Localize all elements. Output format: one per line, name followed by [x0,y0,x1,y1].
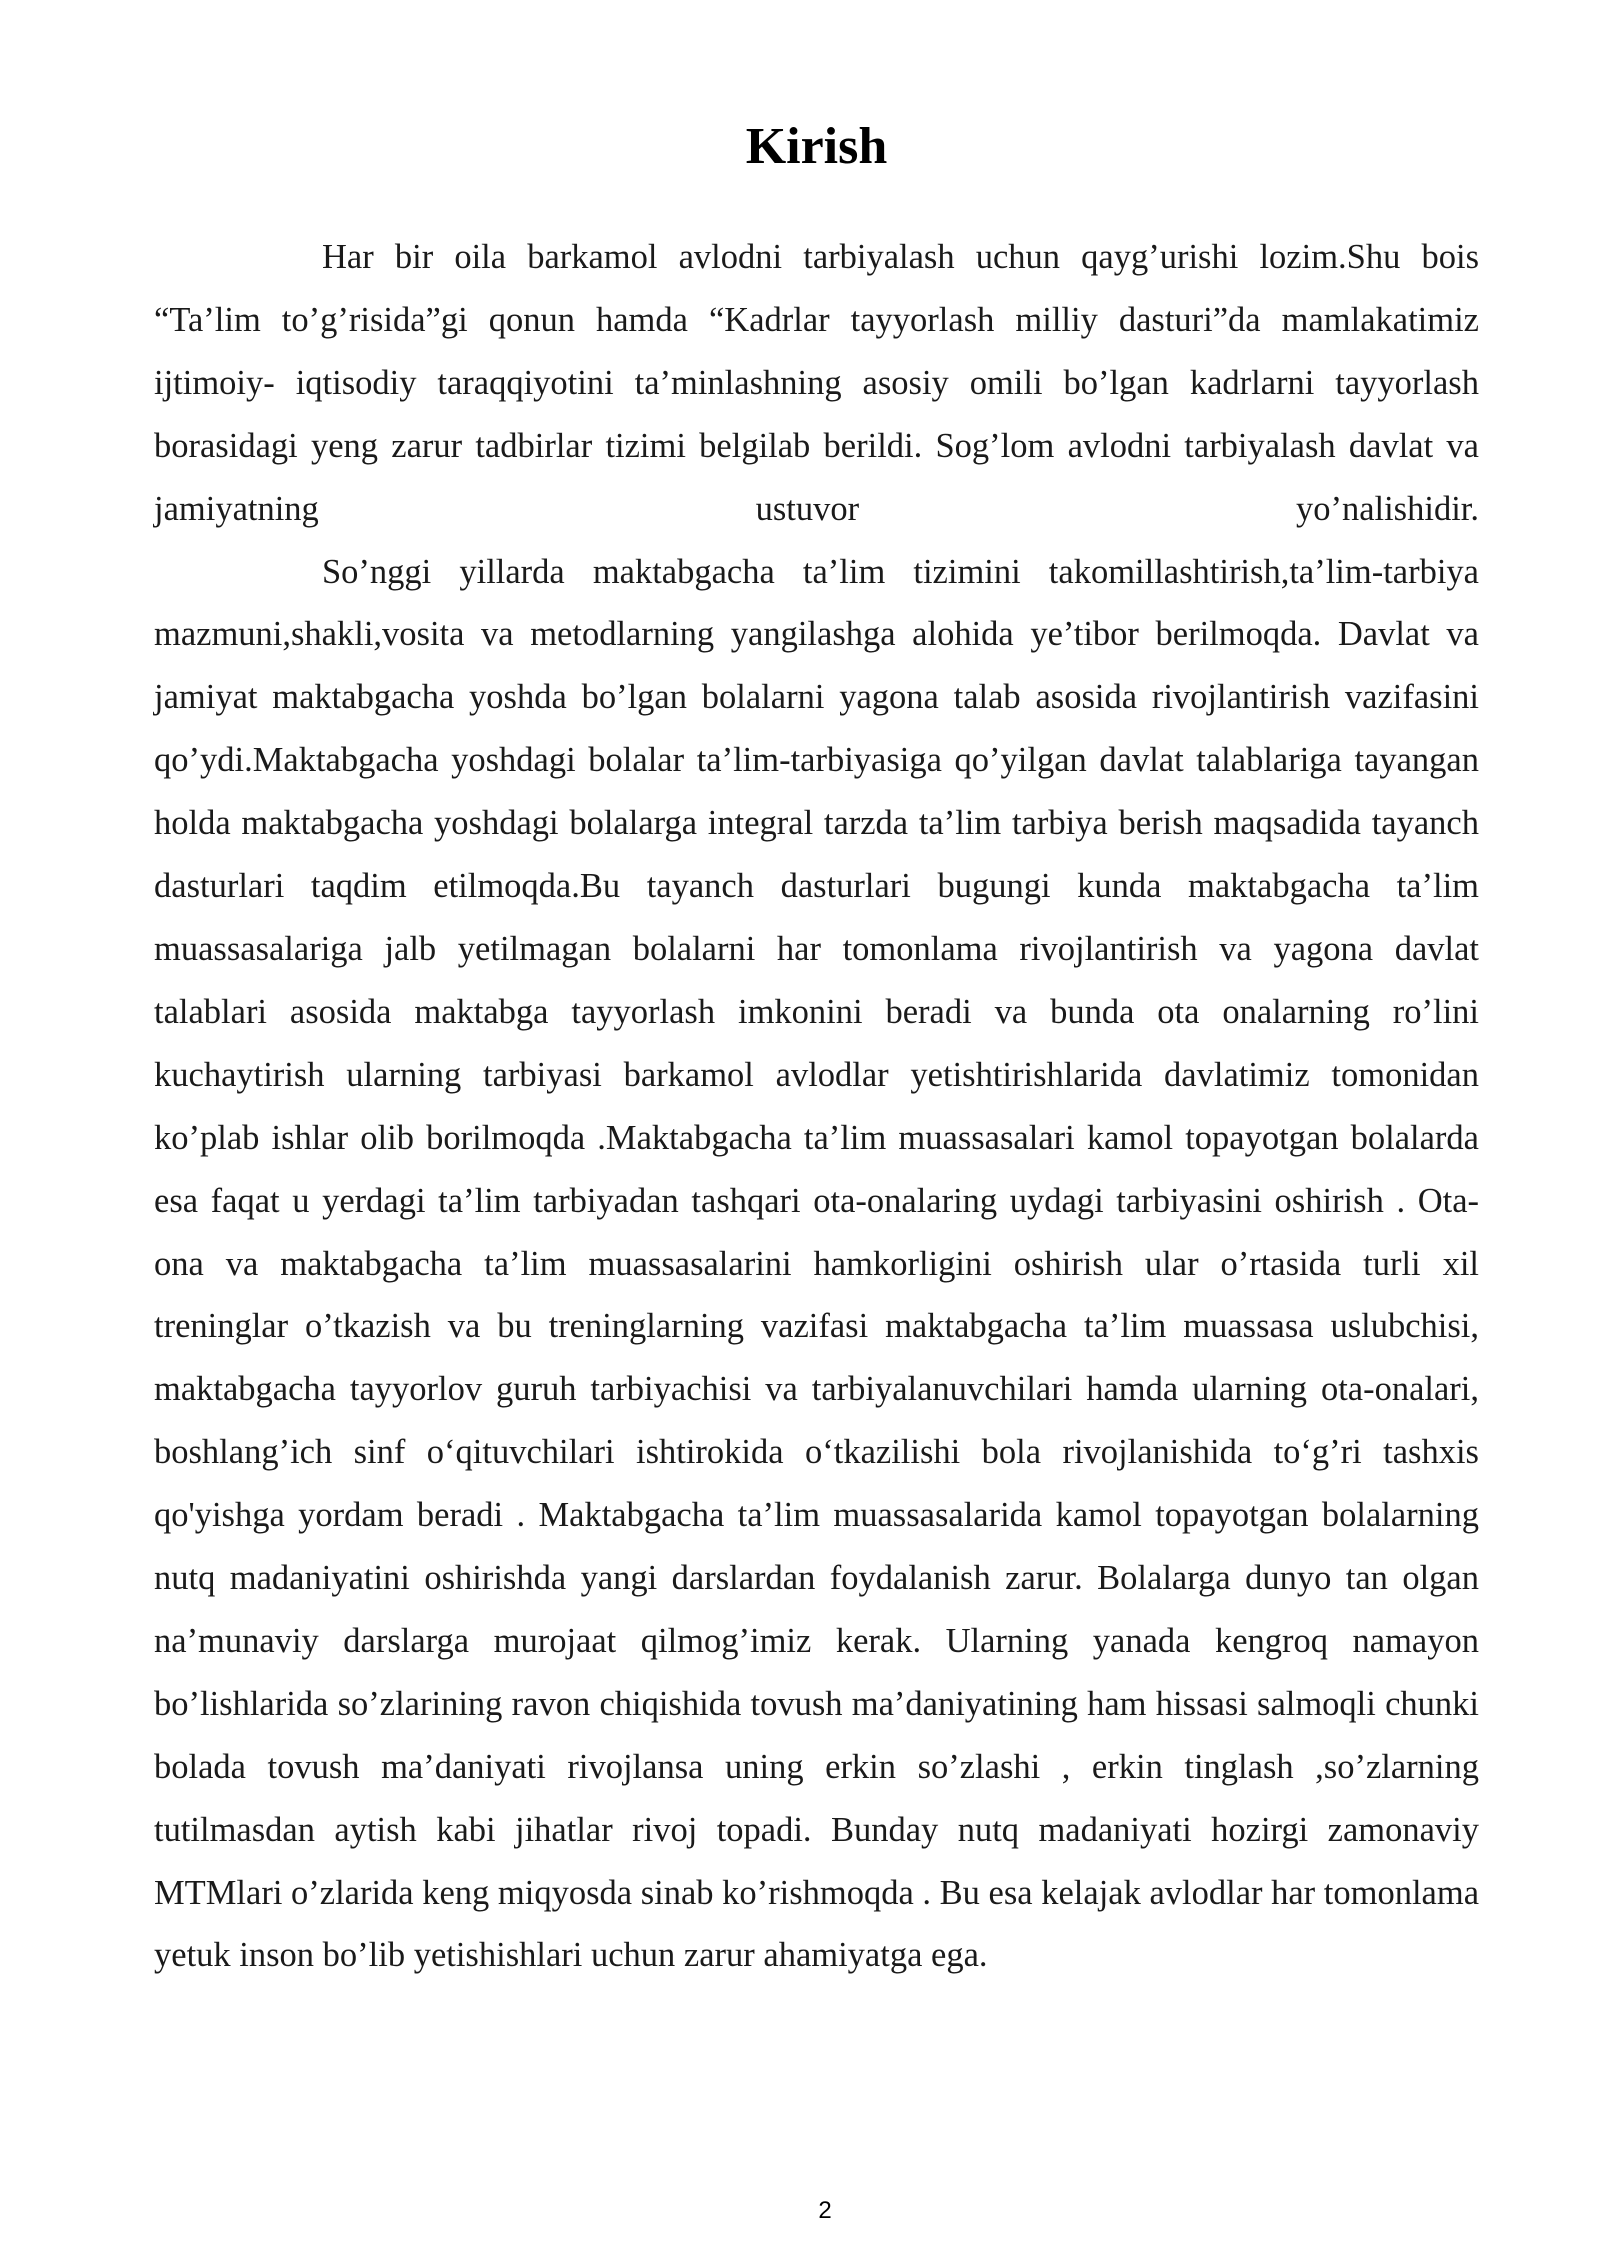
paragraph-2: So’nggi yillarda maktabgacha ta’lim tizimini takomillashtirish,ta’lim-tarbiya mazmuni,shakli,vosita va metodlarning yangilashga alohida ye’tibor berilmoqda. Davlat va jamiyat maktabgacha yoshda bo’lgan bolalarni yagona talab asosida rivojlantirish vazifasini qo’ydi.Maktabgacha yoshdagi bolalar ta’lim-tarbiyasiga qo’yilgan davlat talablariga tayangan holda maktabgacha yoshdagi bolalarga integral tarzda ta’lim tarbiya berish maqsadida tayanch dasturlari taqdim etilmoqda.Bu tayanch dasturlari bugungi kunda maktabgacha ta’lim muassasalariga jalb yetilmagan bolalarni har tomonlama rivojlantirish va yagona davlat talablari asosida maktabga tayyorlash imkonini beradi va bunda ota onalarning ro’lini kuchaytirish ularning tarbiyasi barkamol avlodlar yetishtirishlarida davlatimiz tomonidan ko’plab ishlar olib borilmoqda .Maktabgacha ta’lim muassasalari kamol topayotgan bolalarda esa faqat u yerdagi ta’lim tarbiyadan tashqari ota-onalaring uydagi tarbiyasini oshirish . Ota-ona va maktabgacha ta’lim muassasalarini hamkorligini oshirish ular o’rtasida turli xil treninglar o’tkazish va bu treninglarning vazifasi maktabgacha ta’lim muassasa uslubchisi, maktabgacha tayyorlov guruh tarbiyachisi va tarbiyalanuvchilari hamda ularning ota-onalari, boshlang’ich sinf o‘qituvchilari ishtirokida o‘tkazilishi bola rivojlanishida to‘g’ri tashxis qo'yishga yordam beradi . Maktabgacha ta’lim muassasalarida kamol topayotgan bolalarning nutq madaniyatini oshirishda yangi darslardan foydalanish zarur. Bolalarga dunyo tan olgan na’munaviy darslarga murojaat qilmog’imiz kerak. Ularning yanada kengroq namayon bo’lishlarida so’zlarining ravon chiqishida tovush ma’daniyatining ham hissasi salmoqli chunki bolada tovush ma’daniyati rivojlansa uning erkin so’zlashi , erkin tinglash ,so’zlarning tutilmasdan aytish kabi jihatlar rivoj topadi. Bunday nutq madaniyati hozirgi zamonaviy MTMlari o’zlarida keng miqyosda sinab ko’rishmoqda . Bu esa kelajak avlodlar har tomonlama yetuk inson bo’lib yetishishlari uchun zarur ahamiyatga ega. [154,552,1480,1975]
page-number: 2 [818,2197,832,2224]
paragraph-1: Har bir oila barkamol avlodni tarbiyalash uchun qayg’urishi lozim.Shu bois “Ta’lim to’g’risida”gi qonun hamda “Kadrlar tayyorlash milliy dasturi”da mamlakatimiz ijtimoiy- iqtisodiy taraqqiyotini ta’minlashning asosiy omili bo’lgan kadrlarni tayyorlash borasidagi yeng zarur tadbirlar tizimi belgilab berildi. Sog’lom avlodni tarbiyalash davlat va jamiyatning ustuvor yo’nalishidir. [154,238,1479,528]
document-body [154,226,1479,1987]
page-title: Kirish [745,118,888,175]
